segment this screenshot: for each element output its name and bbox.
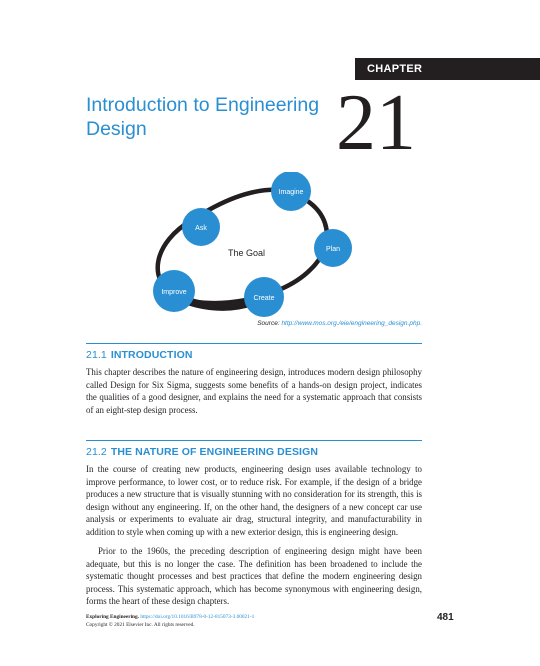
section-rule — [86, 440, 422, 441]
figure-source — [0, 320, 422, 327]
source-prefix: Source: — [257, 320, 282, 327]
source-url[interactable]: http://www.mos.org./eie/engineering_design.php. — [281, 320, 422, 327]
paragraph: In the course of creating new products, engineering design uses available technology to improve performance, to lower cost, or to reduce risk. For example, if the design of a bridge produces a new structure that is visually stunning with no consideration for its strength, this is design without any engineering. If, on the other hand, the designers of a new concept car use analysis or experiments to evaluate air drag, structural integrity, and manufacturability in addition to style when coming up with a new exterior design, this is engineering design. — [86, 464, 422, 537]
section-number: 21.2 — [86, 446, 107, 458]
node-label-create: Create — [253, 295, 275, 302]
paragraph: Prior to the 1960s, the preceding description of engineering design might have been adequate, but this is no longer the case. The definition has been broadened to include the systematic thought processes and best practices that define the modern engineering design process. This systematic approach, which has become synonymous with engineering design, forms the heart of these design chapters. — [86, 546, 422, 607]
doi-link[interactable]: https://doi.org/10.1016/B978-0-12-815073-3.00021-1 — [140, 614, 255, 620]
section-heading — [86, 446, 318, 458]
node-ask — [182, 208, 220, 246]
page-number: 481 — [437, 612, 454, 623]
node-imagine — [271, 172, 311, 211]
paragraph: This chapter describes the nature of engineering design, introduces modern design philosophy called Design for Six Sigma, suggests some benefits of a hands-on design project, indicates the qualities of a good designer, and explains the need for a systematic approach that consists of an eight-step design process. — [86, 367, 422, 415]
node-label-plan: Plan — [325, 246, 341, 253]
node-label-imagine: Imagine — [278, 189, 304, 196]
node-label-improve: Improve — [161, 289, 187, 296]
section-rule — [86, 343, 422, 344]
copyright: Copyright © 2021 Elsevier Inc. All rights reserved. — [86, 622, 195, 628]
book-title: Exploring Engineering. — [86, 614, 139, 620]
section-title: THE NATURE OF ENGINEERING DESIGN — [110, 446, 319, 458]
node-label-ask: Ask — [195, 225, 207, 232]
node-improve — [153, 270, 195, 312]
chapter-title: Introduction to Engineering Design — [86, 94, 320, 140]
node-plan — [314, 229, 352, 267]
design-cycle-diagram — [140, 172, 360, 320]
node-create — [244, 277, 284, 317]
chapter-label: CHAPTER — [367, 63, 423, 75]
chapter-label-tab — [355, 58, 540, 80]
diagram-center-label: The Goal — [228, 248, 266, 258]
section-heading — [86, 349, 193, 361]
section-number: 21.1 — [86, 349, 107, 361]
chapter-number: 21 — [336, 79, 416, 167]
footer-book-line — [86, 614, 254, 620]
section-title: INTRODUCTION — [110, 349, 193, 361]
